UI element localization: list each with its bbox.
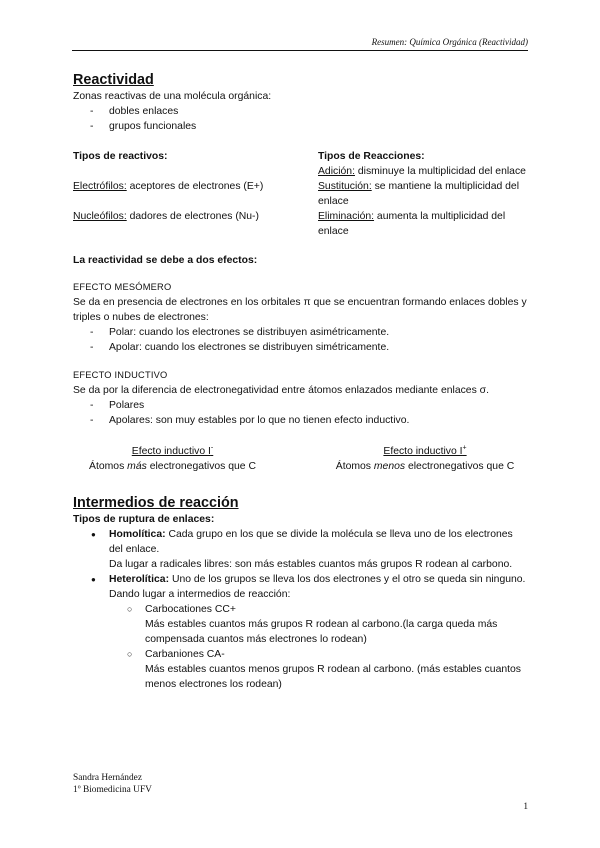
heterolytic-line (109, 572, 529, 602)
elimination-text: aumenta la multiplicidad del enlace (318, 211, 506, 237)
inductive-heading: EFECTO INDUCTIVO (73, 370, 168, 380)
substitution-term: Sustitución: (318, 181, 372, 192)
bond-breaking-list (91, 527, 529, 692)
list-item: - Apolar: cuando los electrones se distribuyen simétricamente. (90, 340, 529, 355)
inductive-neg-label-text: Efecto inductivo I (131, 446, 211, 458)
inductive-pos-desc (321, 459, 529, 474)
reactive-zones-list (90, 104, 529, 134)
substitution-line (318, 179, 528, 209)
carbocations-text: Más estables cuantos más grupos R rodean al carbono.(la carga queda más compensada cuantos más electrones lo rodean) (145, 619, 498, 646)
bond-breaking-title: Tipos de ruptura de enlaces: (73, 514, 215, 526)
inductive-neg-sup: - (210, 445, 214, 452)
inductive-neg-label (132, 446, 213, 457)
homolytic-term: Homolítica: (109, 529, 166, 541)
section-title-intermedios: Intermedios de reacción (73, 495, 239, 512)
section-title-reactividad: Reactividad (73, 72, 154, 88)
list-item: - grupos funcionales (90, 119, 529, 134)
reactividad-intro: Zonas reactivas de una molécula orgánica: (73, 91, 272, 102)
reactions-title: Tipos de Reacciones: (318, 151, 425, 162)
nucleophiles-text: dadores de electrones (Nu-) (126, 211, 259, 222)
inductive-pos-post: electronegativos que C (405, 461, 515, 473)
inductive-text: Se da por la diferencia de electronegatividad entre átomos enlazados mediante enlaces σ. (73, 385, 489, 396)
footer-author: Sandra Hernández (73, 773, 142, 783)
mesomeric-list (90, 325, 529, 355)
inductive-neg-post: electronegativos que C (146, 461, 256, 473)
elimination-term: Eliminación: (318, 211, 375, 222)
mesomeric-heading: EFECTO MESÓMERO (73, 282, 172, 292)
intermediates-list (127, 602, 529, 692)
reactants-title: Tipos de reactivos: (73, 151, 168, 162)
footer-course: 1º Biomedicina UFV (73, 785, 152, 795)
inductive-neg-desc (71, 459, 274, 474)
section-efectos (73, 253, 529, 474)
page-number: 1 (523, 802, 528, 812)
inductive-pos-label (383, 446, 466, 457)
addition-term: Adición: (318, 166, 355, 177)
electrophiles-line (73, 179, 318, 194)
homolytic-item (91, 527, 529, 572)
section-reactividad (73, 72, 529, 134)
nucleophiles-line (73, 209, 318, 224)
nucleophiles-term: Nucleófilos: (73, 211, 127, 222)
inductive-effect-negative (71, 441, 274, 474)
inductive-pos-pre: Átomos (335, 461, 374, 473)
mesomeric-text: Se da en presencia de electrones en los orbitales π que se encuentran formando enlaces dobles y triples o nubes de electrones: (73, 297, 527, 323)
homolytic-text2: Da lugar a radicales libres: son más estables cuantos más grupos R rodean al carbono. (109, 559, 513, 571)
addition-line (318, 164, 528, 179)
inductive-pos-em: menos (373, 461, 406, 473)
inductive-list (90, 398, 529, 428)
inductive-neg-em: más (127, 461, 147, 473)
list-item: - dobles enlaces (90, 104, 529, 119)
heterolytic-term: Heterolítica: (109, 574, 170, 586)
inductive-pos-label-text: Efecto inductivo I (383, 446, 463, 458)
effects-title: La reactividad se debe a dos efectos: (73, 255, 258, 266)
heterolytic-text: Uno de los grupos se lleva los dos electrones y el otro se queda sin ninguno. Dando lugar a intermedios de reacción: (109, 574, 526, 601)
list-item: - Polares (90, 398, 529, 413)
carbocations-item (127, 602, 529, 647)
list-item: - Polar: cuando los electrones se distribuyen asimétricamente. (90, 325, 529, 340)
reactants-column (73, 149, 318, 239)
carbanions-item (127, 647, 529, 692)
list-item: - Apolares: son muy estables por lo que no tienen efecto inductivo. (90, 413, 529, 428)
homolytic-text: Cada grupo en los que se divide la molécula se lleva uno de los electrones del enlace. (109, 529, 513, 556)
footer (73, 772, 152, 796)
reactions-column (318, 149, 528, 239)
substitution-text: se mantiene la multiplicidad del enlace (318, 181, 519, 207)
carbanions-text: Más estables cuantos menos grupos R rodean al carbono. (más estables cuantos menos electrones los rodean) (145, 664, 522, 691)
addition-text: disminuye la multiplicidad del enlace (354, 166, 526, 177)
page-content (73, 72, 529, 692)
carbanions-title: ○ Carbaniones CA- (145, 649, 225, 661)
reactants-reactions-columns (73, 149, 529, 239)
heterolytic-item (91, 572, 529, 692)
inductive-neg-label-line (71, 441, 274, 459)
inductive-effects-comparison (73, 441, 529, 474)
header-title: Resumen: Química Orgánica (Reactividad) (371, 37, 528, 47)
section-intermedios (73, 495, 529, 692)
header-divider (72, 50, 528, 51)
inductive-pos-label-line (321, 441, 529, 459)
electrophiles-term: Electrófilos: (73, 181, 127, 192)
electrophiles-text: aceptores de electrones (E+) (126, 181, 264, 192)
homolytic-line (109, 527, 529, 557)
elimination-line (318, 209, 528, 239)
inductive-neg-pre: Átomos (89, 461, 128, 473)
inductive-pos-sup: + (462, 445, 467, 452)
inductive-effect-positive (321, 441, 529, 474)
carbocations-title: ○ Carbocationes CC+ (145, 604, 236, 616)
